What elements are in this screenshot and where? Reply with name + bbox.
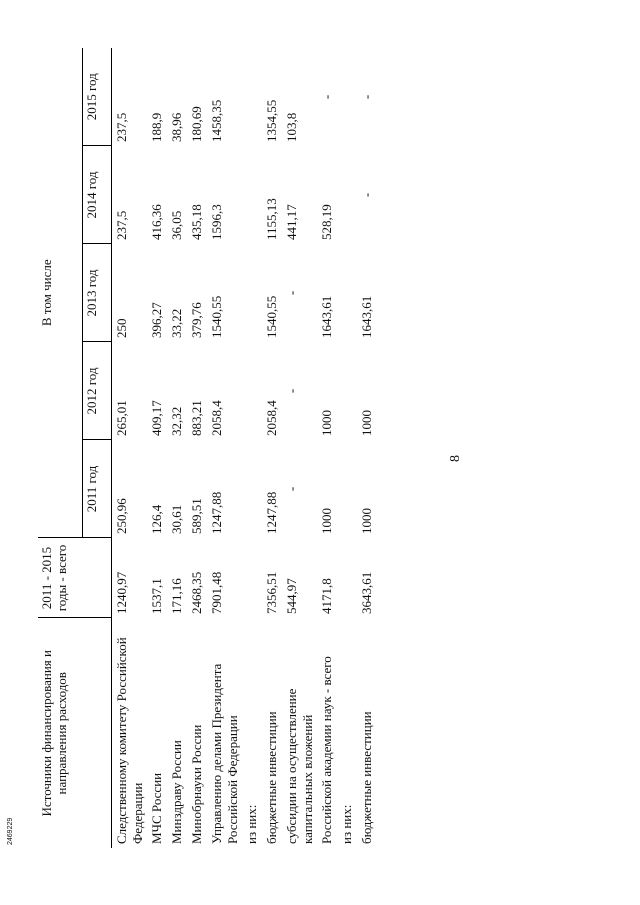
table-row <box>167 48 187 848</box>
cell-y2011: 126,4 <box>149 504 165 534</box>
cell-y2011: - <box>283 486 299 492</box>
table-row <box>262 48 282 848</box>
cell-y2013: 396,27 <box>149 302 165 338</box>
table-row <box>357 48 377 848</box>
cell-y2011: 1247,88 <box>263 491 279 534</box>
cell-y2013: 379,76 <box>189 302 205 338</box>
header-total: 2011 - 2015 годы - всего <box>38 538 112 618</box>
header-year: 2015 год <box>83 48 112 146</box>
cell-y2011: 250,96 <box>114 498 129 534</box>
header-year: 2011 год <box>83 440 112 538</box>
cell-y2015: 180,69 <box>189 106 205 142</box>
document-id: 2469229 <box>7 817 14 845</box>
row-label: МЧС России <box>149 772 165 844</box>
cell-y2015: 38,96 <box>169 112 185 142</box>
cell-y2013: - <box>283 290 299 296</box>
cell-y2014: 237,5 <box>114 210 129 240</box>
header-year: 2013 год <box>83 244 112 342</box>
cell-y2013: 1540,55 <box>209 295 225 338</box>
cell-y2012: 32,32 <box>169 406 185 436</box>
table-body <box>112 48 377 848</box>
row-label: субсидии на осуществление капитальных вложений <box>283 688 315 844</box>
cell-y2012: 883,21 <box>189 400 205 436</box>
cell-total: 7901,48 <box>209 571 225 614</box>
cell-y2013: 33,22 <box>169 308 185 338</box>
cell-y2015: - <box>319 94 335 100</box>
table-row <box>242 48 262 848</box>
cell-y2015: 1354,55 <box>263 99 279 142</box>
cell-total <box>337 538 357 618</box>
cell-y2014 <box>242 146 262 244</box>
cell-total: 3643,61 <box>358 571 374 614</box>
financing-table <box>38 48 377 848</box>
cell-y2013 <box>242 244 262 342</box>
cell-y2014: 528,19 <box>319 204 335 240</box>
cell-y2012: 1000 <box>319 410 335 436</box>
row-label: Российской академии наук - всего <box>319 656 335 844</box>
cell-total: 544,97 <box>283 578 299 614</box>
cell-y2012 <box>337 342 357 440</box>
row-label: Управлению делами Президента Российской Федерации <box>209 663 240 844</box>
cell-y2013 <box>337 244 357 342</box>
row-label: бюджетные инвестиции <box>263 711 279 844</box>
header-year: 2012 год <box>83 342 112 440</box>
cell-y2013: 1540,55 <box>263 295 279 338</box>
cell-y2011: 1000 <box>319 508 335 534</box>
cell-y2012: 2058,4 <box>263 400 279 436</box>
cell-y2015: 237,5 <box>114 112 129 142</box>
cell-y2013: 1643,61 <box>319 295 335 338</box>
cell-y2015: 188,9 <box>149 112 165 142</box>
cell-y2011: 589,51 <box>189 498 205 534</box>
cell-y2012: 1000 <box>358 410 374 436</box>
cell-y2014 <box>337 146 357 244</box>
header-source: Источники финансирования и направления расходов <box>38 618 112 848</box>
cell-y2014: 1155,13 <box>263 198 279 240</box>
row-label: Следственному комитету Российской Федерации <box>114 637 145 844</box>
rotated-page <box>38 48 608 848</box>
cell-y2015 <box>242 48 262 146</box>
cell-total: 171,16 <box>169 578 185 614</box>
cell-y2013: 250 <box>114 318 129 338</box>
cell-y2014: - <box>358 192 374 198</box>
cell-total: 4171,8 <box>319 578 335 614</box>
cell-total <box>242 538 262 618</box>
table-row <box>187 48 207 848</box>
cell-y2012: - <box>283 388 299 394</box>
page-number: 8 <box>448 455 463 462</box>
cell-y2014: 441,17 <box>283 204 299 240</box>
table-row <box>317 48 337 848</box>
row-label: из них: <box>339 804 355 844</box>
cell-y2012 <box>242 342 262 440</box>
cell-y2015: 103,8 <box>283 112 299 142</box>
row-label: из них: <box>244 804 260 844</box>
cell-y2014: 36,05 <box>169 210 185 240</box>
cell-y2015: 1458,35 <box>209 99 225 142</box>
cell-y2014: 435,18 <box>189 204 205 240</box>
cell-y2011 <box>337 440 357 538</box>
cell-y2013: 1643,61 <box>358 295 374 338</box>
cell-y2012: 409,17 <box>149 400 165 436</box>
cell-total: 1537,1 <box>149 578 165 614</box>
table-row <box>207 48 242 848</box>
table-row <box>337 48 357 848</box>
header-year: 2014 год <box>83 146 112 244</box>
cell-total: 7356,51 <box>263 571 279 614</box>
cell-total: 1240,97 <box>114 571 129 614</box>
cell-y2014: 416,36 <box>149 204 165 240</box>
cell-y2012: 265,01 <box>114 400 129 436</box>
row-label: бюджетные инвестиции <box>358 711 374 844</box>
table-row <box>112 48 148 848</box>
row-label: Минобрнауки России <box>189 724 205 844</box>
table-row <box>147 48 167 848</box>
cell-y2012: 2058,4 <box>209 400 225 436</box>
cell-y2015: - <box>358 94 374 100</box>
cell-y2014: 1596,3 <box>209 204 225 240</box>
cell-y2015 <box>337 48 357 146</box>
cell-y2011: 1000 <box>358 508 374 534</box>
header-group: В том числе <box>39 259 54 327</box>
row-label: Минздраву России <box>169 740 185 844</box>
cell-y2011: 1247,88 <box>209 491 225 534</box>
table-row <box>282 48 317 848</box>
cell-y2011 <box>242 440 262 538</box>
cell-total: 2468,35 <box>189 571 205 614</box>
cell-y2011: 30,61 <box>169 504 185 534</box>
